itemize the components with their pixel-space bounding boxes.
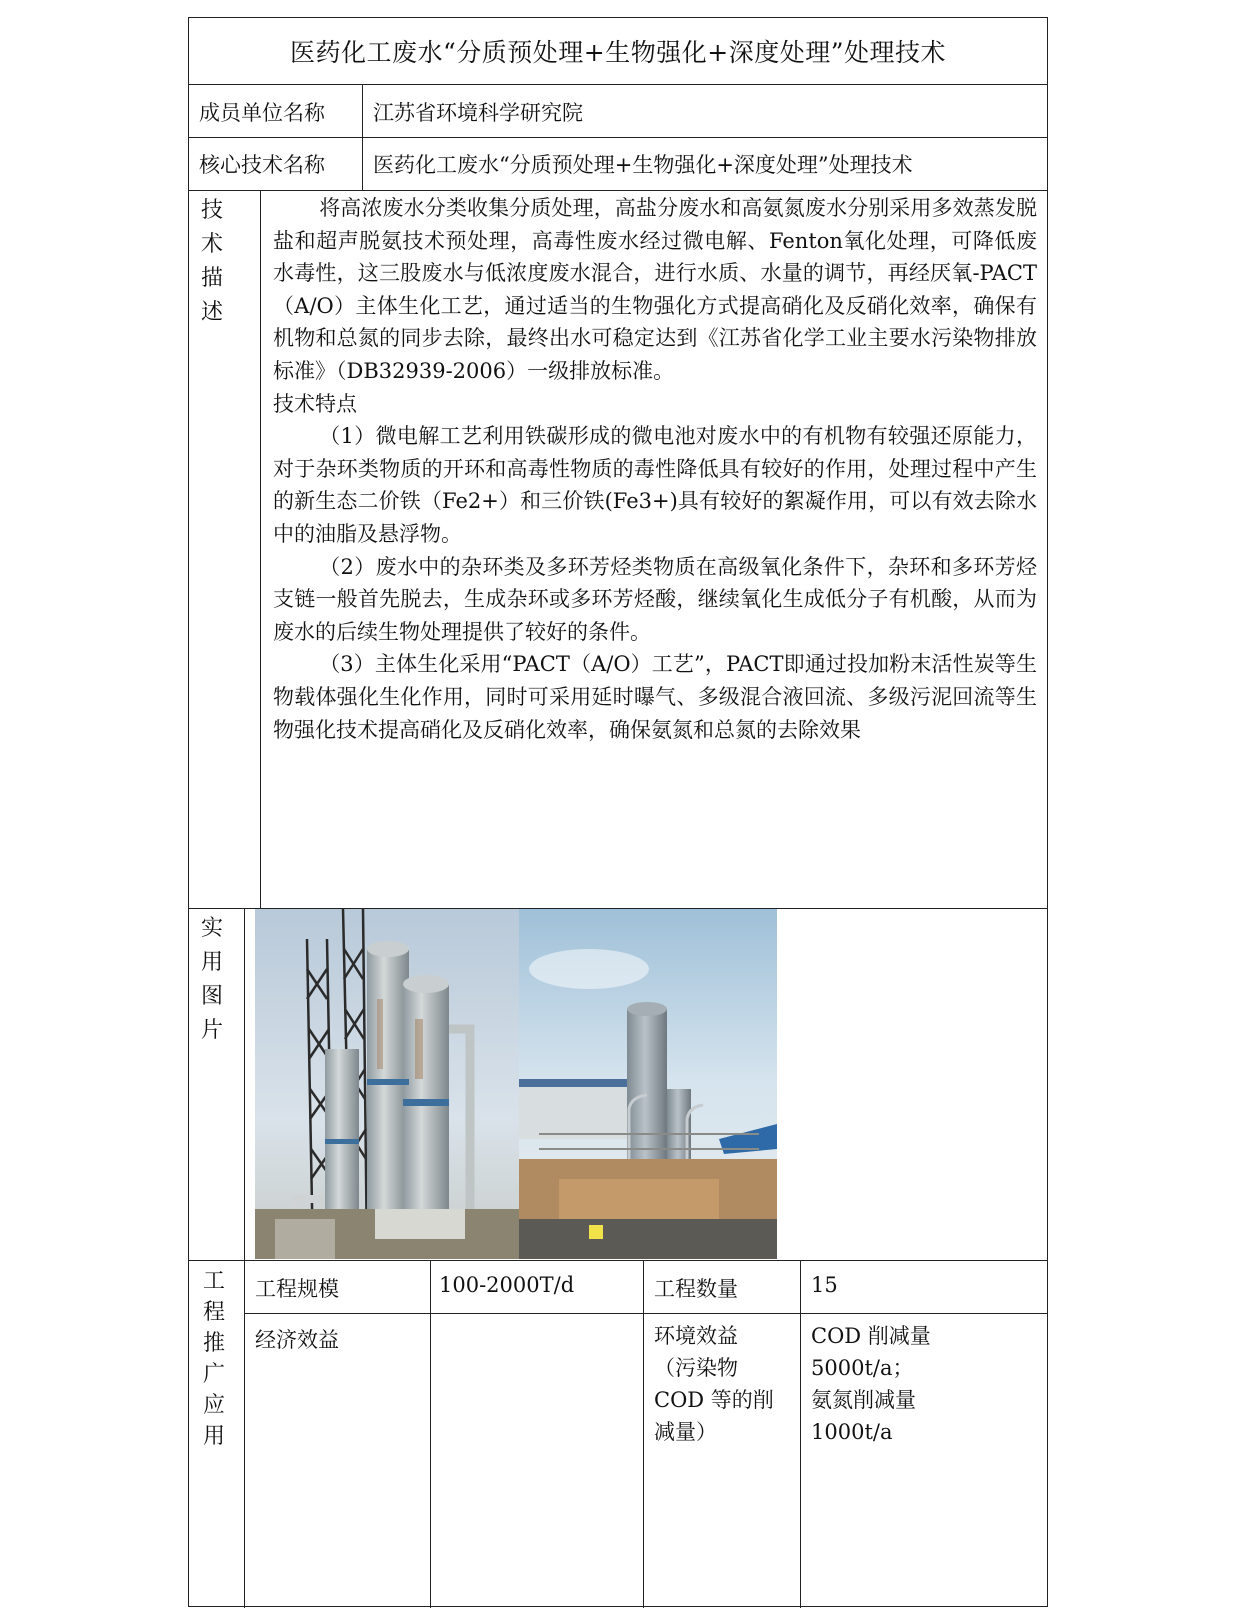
scale-value: 100-2000T/d [439,1273,575,1297]
col-divider [362,84,363,190]
row-divider [189,137,1047,138]
photo-towers [255,909,519,1259]
tech-intro: 将高浓废水分类收集分质处理，高盐分废水和高氨氮废水分别采用多效蒸发脱盐和超声脱氨技术预处理，高毒性废水经过微电解、Fenton氧化处理，可降低废水毒性，这三股废水与低浓度废水混合，进行水质、水量的调节，再经厌氧-PACT（A/O）主体生化工艺，通过适当的生物强化方式提高硝化及反硝化效率，确保有机物和总氮的同步去除，最终出水可稳定达到《江苏省化学工业主要水污染物排放标准》（DB32939-2006）一级排放标准。 [273,196,1037,383]
col-divider [430,1260,431,1608]
photos-label: 实 用 图 片 [200,916,223,1043]
photo-tanks [519,909,777,1259]
document-title: 医药化工废水“分质预处理+生物强化+深度处理”处理技术 [290,38,946,67]
row-divider [189,190,1047,191]
document-table [188,17,1048,1607]
env-label: 环境效益 （污染物 COD 等的削 减量） [654,1324,774,1444]
scale-label: 工程规模 [255,1277,339,1301]
col-divider [244,908,245,1608]
feature-item: （2）废水中的杂环类及多环芳烃类物质在高级氧化条件下，杂环和多环芳烃支链一般首先脱去，生成杂环或多环芳烃酸，继续氧化生成低分子有机酸，从而为废水的后续生物处理提供了较好的条件。 [273,554,1037,644]
env-value: COD 削减量 5000t/a； 氨氮削减量 1000t/a [811,1324,931,1444]
count-value: 15 [811,1273,838,1297]
col-divider [643,1260,644,1608]
core-tech-value: 医药化工废水“分质预处理+生物强化+深度处理”处理技术 [373,153,913,177]
promotion-label: 工 程 推 广 应 用 [202,1269,225,1449]
features-heading: 技术特点 [273,391,357,416]
core-tech-label: 核心技术名称 [199,153,325,177]
row-divider [189,84,1047,85]
tech-desc-label: 技 术 描 述 [200,198,223,325]
row-divider [244,1313,1047,1314]
econ-label: 经济效益 [255,1328,339,1352]
feature-item: （3）主体生化采用“PACT（A/O）工艺”，PACT即通过投加粉末活性炭等生物载体强化生化作用，同时可采用延时曝气、多级混合液回流、多级污泥回流等生物强化技术提高硝化及反硝化效率，确保氨氮和总氮的去除效果 [273,652,1037,742]
col-divider [800,1260,801,1608]
tech-description [273,192,1037,746]
count-label: 工程数量 [654,1277,738,1301]
member-unit-value: 江苏省环境科学研究院 [373,101,583,125]
feature-item: （1）微电解工艺利用铁碳形成的微电池对废水中的有机物有较强还原能力，对于杂环类物质的开环和高毒性物质的毒性降低具有较好的作用，处理过程中产生的新生态二价铁（Fe2+）和三价铁(Fe3+)具有较好的絮凝作用，可以有效去除水中的油脂及悬浮物。 [273,424,1037,546]
row-divider [189,1260,1047,1261]
col-divider [260,190,261,908]
member-unit-label: 成员单位名称 [199,101,325,125]
